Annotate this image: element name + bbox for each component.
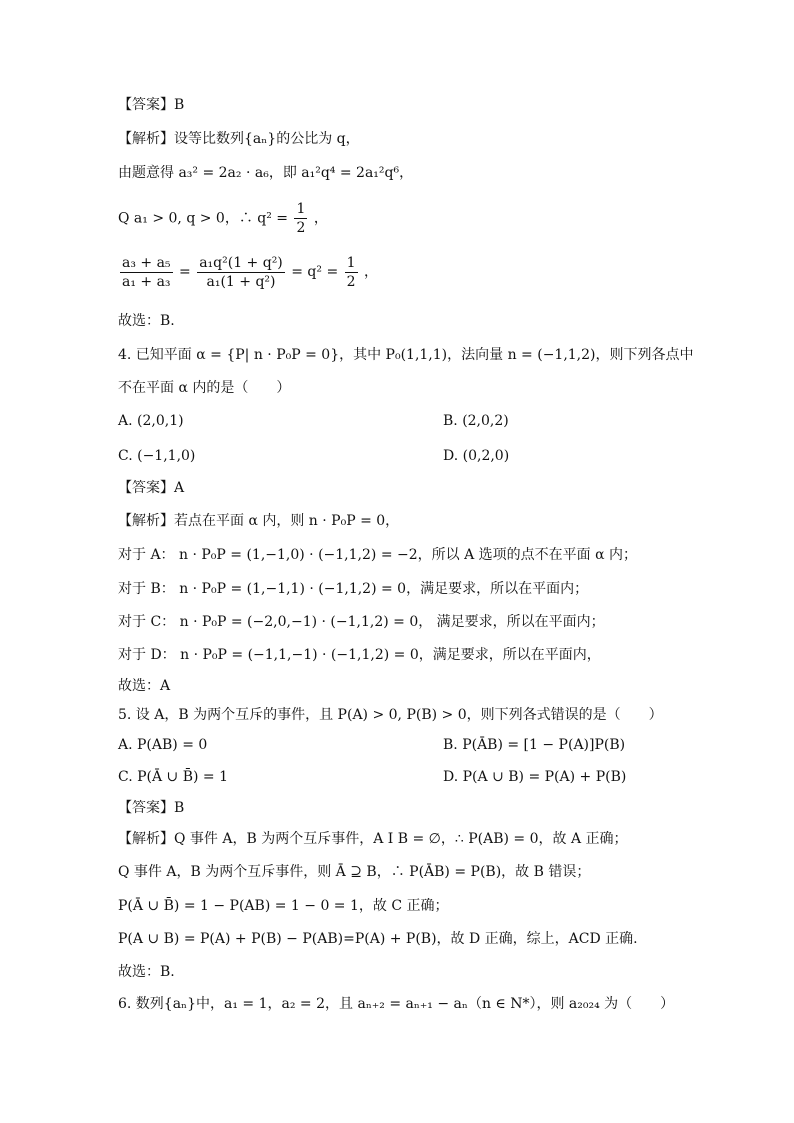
conclusion-q3: 故选：B. bbox=[118, 313, 175, 329]
option-d: D. (0,2,0) bbox=[443, 448, 510, 464]
option-c: C. P(Ā ∪ B̄) = 1 bbox=[118, 769, 229, 785]
option-c: C. (−1,1,0) bbox=[118, 448, 196, 464]
fraction-expanded bbox=[197, 254, 285, 291]
question-4-stem-cont: 不在平面 α 内的是（ ） bbox=[118, 380, 291, 396]
solution-q3-line3-end: ， bbox=[313, 210, 328, 227]
option-b: B. P(ĀB) = [1 − P(A)]P(B) bbox=[443, 737, 626, 753]
solution-q5-line2: Q 事件 A，B 为两个互斥事件，则 Ā ⊇ B，∴ P(ĀB) = P(B)，故 B 错误； bbox=[118, 864, 591, 880]
option-d: D. P(A ∪ B) = P(A) + P(B) bbox=[443, 769, 627, 785]
solution-q4-line3: 对于 B： n · P₀P = (1,−1,1) · (−1,1,2) = 0，满足要求，所以在平面内； bbox=[118, 581, 589, 597]
solution-q3-line4-end: ， bbox=[364, 264, 378, 280]
fraction-denominator: 2 bbox=[296, 220, 306, 236]
fraction-numerator: 1 bbox=[296, 201, 306, 217]
solution-q4-line2: 对于 A： n · P₀P = (1,−1,0) · (−1,1,2) = −2，所以 A 选项的点不在平面 α 内； bbox=[118, 547, 637, 563]
fraction-one-half bbox=[345, 254, 358, 291]
fraction-numerator: a₃ + a₅ bbox=[122, 254, 171, 271]
option-b: B. (2,0,2) bbox=[443, 413, 509, 429]
solution-q5-line4: P(A ∪ B) = P(A) + P(B) − P(AB)=P(A) + P(B)，故 D 正确，综上，ACD 正确. bbox=[118, 931, 638, 947]
option-a: A. (2,0,1) bbox=[118, 413, 184, 429]
equals-sign: = bbox=[179, 264, 191, 280]
solution-q4-line5: 对于 D： n · P₀P = (−1,1,−1) · (−1,1,2) = 0，满足要求，所以在平面内， bbox=[118, 647, 601, 663]
solution-q5-line1: 【解析】Q 事件 A，B 为两个互斥事件，A I B = ∅，∴ P(AB) = 0，故 A 正确； bbox=[118, 831, 628, 847]
answer-q4: 【答案】A bbox=[118, 480, 185, 496]
conclusion-q4: 故选：A bbox=[118, 678, 171, 694]
question-4-stem: 4. 已知平面 α = {P| n · P₀P = 0}，其中 P₀(1,1,1)，法向量 n = (−1,1,2)，则下列各点中 bbox=[118, 347, 694, 363]
conclusion-q5: 故选：B. bbox=[118, 964, 175, 980]
solution-q3-line4 bbox=[118, 252, 378, 292]
solution-q5-line3: P(Ā ∪ B̄) = 1 − P(AB) = 1 − 0 = 1，故 C 正确； bbox=[118, 898, 449, 914]
solution-q3-line3-text: Q a₁ > 0, q > 0，∴ q² = bbox=[118, 210, 289, 227]
fraction-denominator: 2 bbox=[346, 273, 356, 290]
answer-q5: 【答案】B bbox=[118, 800, 185, 816]
fraction-denominator: a₁(1 + q²) bbox=[206, 273, 276, 290]
solution-q3-line3 bbox=[118, 200, 328, 237]
option-a: A. P(AB) = 0 bbox=[118, 737, 208, 753]
solution-q3-line1: 【解析】设等比数列{aₙ}的公比为 q， bbox=[118, 131, 360, 147]
solution-q3-line2: 由题意得 a₃² = 2a₂ · a₆，即 a₁²q⁴ = 2a₁²q⁶， bbox=[118, 165, 414, 181]
fraction-denominator: a₁ + a₃ bbox=[122, 273, 171, 290]
solution-q4-line4: 对于 C： n · P₀P = (−2,0,−1) · (−1,1,2) = 0， 满足要求，所以在平面内； bbox=[118, 614, 605, 630]
fraction-one-half bbox=[294, 200, 307, 237]
answer-q3: 【答案】B bbox=[118, 97, 185, 113]
solution-q3-line4-mid: = q² = bbox=[291, 264, 339, 280]
fraction-numerator: a₁q²(1 + q²) bbox=[199, 254, 283, 271]
question-5-stem: 5. 设 A，B 为两个互斥的事件，且 P(A) > 0, P(B) > 0，则下列各式错误的是（ ） bbox=[118, 707, 663, 723]
solution-q4-line1: 【解析】若点在平面 α 内，则 n · P₀P = 0， bbox=[118, 513, 400, 529]
question-6-stem: 6. 数列{aₙ}中，a₁ = 1，a₂ = 2，且 aₙ₊₂ = aₙ₊₁ − aₙ（n ∈ N*），则 a₂₀₂₄ 为（ ） bbox=[118, 996, 675, 1012]
fraction-ratio bbox=[120, 254, 173, 291]
fraction-numerator: 1 bbox=[346, 254, 356, 271]
